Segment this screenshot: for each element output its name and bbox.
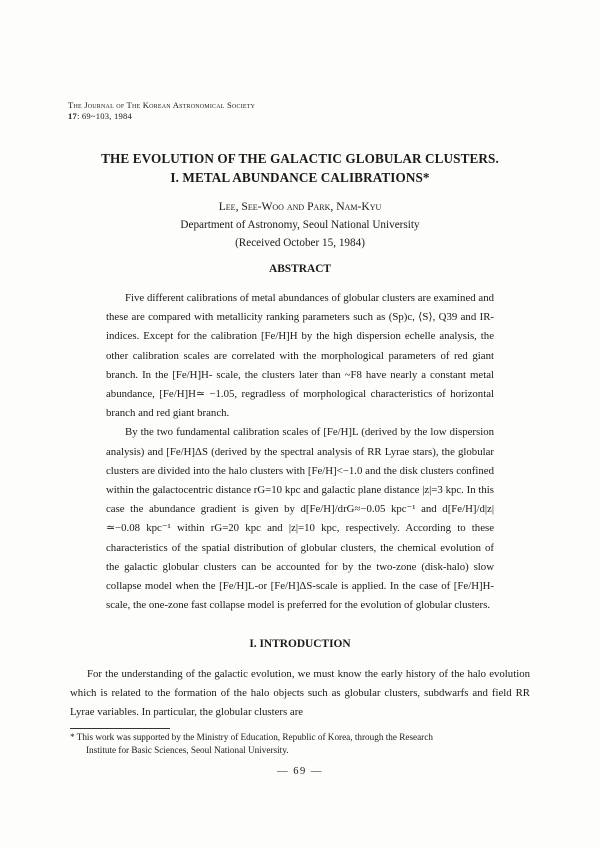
received-date: (Received October 15, 1984) <box>235 237 365 249</box>
footnote <box>70 731 530 756</box>
paper-title <box>0 149 600 187</box>
journal-volume: 17 <box>68 110 77 121</box>
author-names: Lee, See-Woo and Park, Nam-Kyu <box>218 200 382 213</box>
page-number: — 69 — <box>277 766 323 777</box>
journal-volume-line <box>68 111 255 122</box>
journal-header <box>68 100 255 121</box>
abstract-body <box>106 289 494 615</box>
abstract-paragraph-2: By the two fundamental calibration scales of [Fe/H]L (derived by the low dispersion analysis) and [Fe/H]ΔS (derived by the spectral analysis of RR Lyrae stars), the globular clusters are divided into the halo clusters with [Fe/H]<−1.0 and the disk clusters confined within the galactocentric distance rG=10 kpc and galactic plane distance |z|=3 kpc. In this case the abundance gradient is given by d[Fe/H]/drG≈−0.05 kpc⁻¹ and d[Fe/H]/d|z|≃−0.08 kpc⁻¹ within rG=20 kpc and |z|=10 kpc, respectively. According to these characteristics of the spatial distribution of globular clusters, the chemical evolution of the galactic globular clusters can be accounted for by the two-zone (disk-halo) slow collapse model when the [Fe/H]L-or [Fe/H]ΔS-scale is applied. In the case of [Fe/H]H-scale, the one-zone fast collapse model is preferred for the evolution of globular clusters. <box>106 426 494 612</box>
abstract-paragraph-1: Five different calibrations of metal abundances of globular clusters are examined and these are compared with metallicity ranking parameters such as (Sp)c, ⟨S⟩, Q39 and IR-indices. Except for the calibration [Fe/H]H by the high dispersion echelle analysis, the other calibration scales are correlated with the morphological parameters of red giant branch. In the [Fe/H]H- scale, the clusters later than ~F8 have nearly a constant metal abundance, [Fe/H]H≃ −1.05, regradless of morphological characteristics of horizontal branch and red giant branch. <box>106 292 494 420</box>
abstract-heading: ABSTRACT <box>268 263 332 275</box>
introduction-paragraph-1: For the understanding of the galactic evolution, we must know the early history of the halo evolution which is related to the formation of the halo objects such as globular clusters, subdwarfs and field RR Lyrae variables. In particular, the globular clusters are <box>70 668 530 719</box>
journal-pages: : 69~103, 1984 <box>77 110 132 121</box>
author-block <box>0 198 600 252</box>
title-line-2: I. METAL ABUNDANCE CALIBRATIONS* <box>170 170 430 185</box>
title-line-1: THE EVOLUTION OF THE GALACTIC GLOBULAR CLUSTERS. <box>101 151 499 166</box>
introduction-heading: I. INTRODUCTION <box>249 638 351 650</box>
affiliation: Department of Astronomy, Seoul National University <box>180 219 420 231</box>
introduction-body <box>70 665 530 723</box>
footnote-line-1: * This work was supported by the Ministry of Education, Republic of Korea, through the Research <box>70 732 433 742</box>
footnote-rule <box>70 728 170 729</box>
footnote-line-2: Institute for Basic Sciences, Seoul National University. <box>86 744 289 755</box>
journal-name: The Journal of The Korean Astronomical Society <box>68 100 256 110</box>
